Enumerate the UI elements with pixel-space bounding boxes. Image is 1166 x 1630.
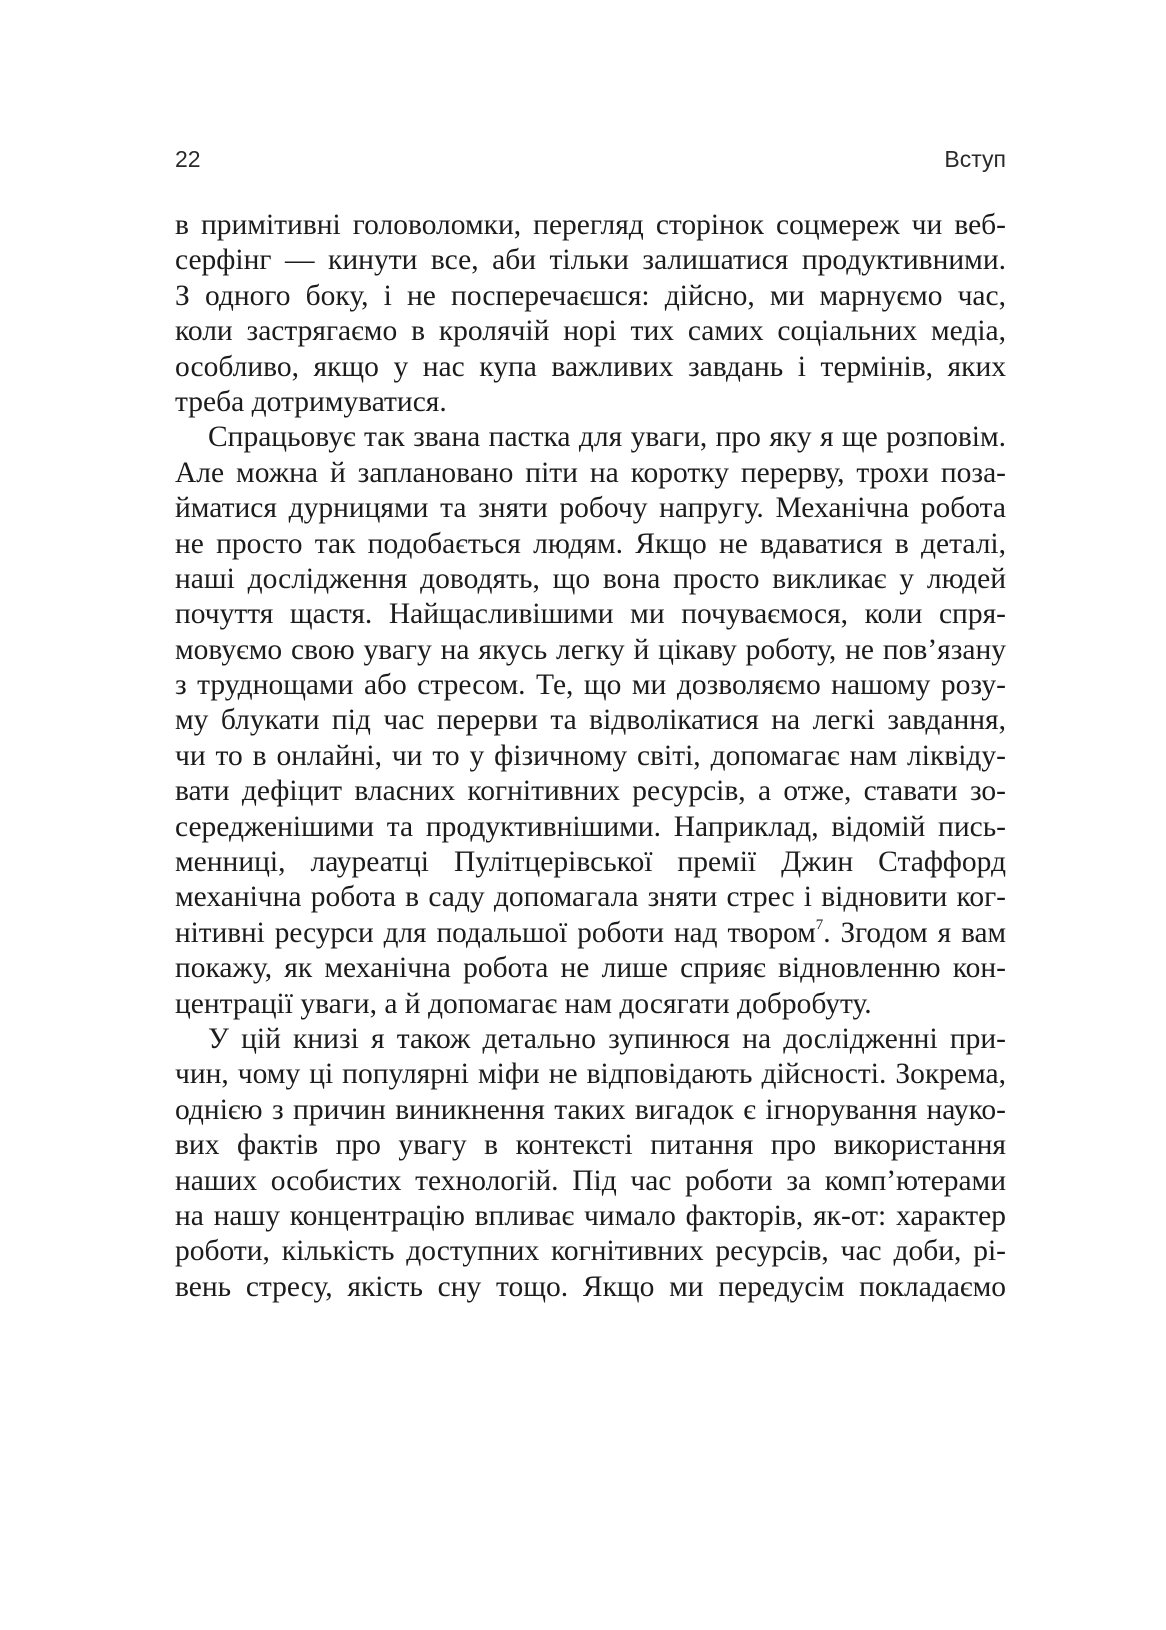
text-line: механічна робота в саду допомагала зняти стрес і відновити ког- xyxy=(175,881,1006,914)
text-segment: нітивні ресурси для подальшої роботи над твором xyxy=(175,916,816,949)
text-segment: . Згодом я вам xyxy=(823,916,1006,949)
text-line: не просто так подобається людям. Якщо не вдаватися в деталі, xyxy=(175,527,1006,560)
text-line: вих фактів про увагу в контексті питання про використання xyxy=(175,1129,1006,1162)
text-line: середженішими та продуктивнішими. Наприклад, відомій пись- xyxy=(175,810,1006,843)
text-line: Але можна й заплановано піти на коротку перерву, трохи поза- xyxy=(175,456,1006,489)
page-number: 22 xyxy=(175,146,201,172)
text-line: в примітивні головоломки, перегляд сторінок соцмереж чи веб- xyxy=(175,209,1006,241)
text-line: однією з причин виникнення таких вигадок є ігнорування науко- xyxy=(175,1093,1006,1126)
text-line: му блукати під час перерви та відволікатися на легкі завдання, xyxy=(175,704,1006,737)
text-line: мовуємо свою увагу на якусь легку й цікаву роботу, не пов’язану xyxy=(175,633,1006,666)
text-line: роботи, кількість доступних когнітивних ресурсів, час доби, рі- xyxy=(175,1235,1006,1268)
text-line: чин, чому ці популярні міфи не відповідають дійсності. Зокрема, xyxy=(175,1058,1006,1091)
text-line: чи то в онлайні, чи то у фізичному світі, допомагає нам ліквіду- xyxy=(175,739,1006,772)
text-line: на нашу концентрацію впливає чимало факторів, як-от: характер xyxy=(175,1199,1006,1232)
text-line: почуття щастя. Найщасливішими ми почуваємося, коли спря- xyxy=(175,598,1006,631)
text-line: З одного боку, і не посперечаєшся: дійсно, ми марнуємо час, xyxy=(175,279,1006,312)
text-line: вати дефіцит власних когнітивних ресурсів, а отже, ставати зо- xyxy=(175,775,1006,808)
text-line: особливо, якщо у нас купа важливих завдань і термінів, яких xyxy=(175,350,1006,383)
paragraph-first-line: У цій книзі я також детально зупинюся на дослідженні при- xyxy=(208,1022,1006,1055)
text-line: центрації уваги, а й допомагає нам досягати добробуту. xyxy=(175,987,872,1020)
running-header xyxy=(175,146,1006,176)
text-line: наші дослідження доводять, що вона просто викликає у людей xyxy=(175,562,1006,595)
text-line: з труднощами або стресом. Те, що ми дозволяємо нашому розу- xyxy=(175,669,1006,702)
footnote-marker[interactable]: 7 xyxy=(815,916,824,933)
section-title: Вступ xyxy=(944,146,1006,172)
text-line-with-footnote xyxy=(175,916,1006,951)
text-line: йматися дурницями та зняти робочу напругу. Механічна робота xyxy=(175,492,1006,525)
text-line: вень стресу, якість сну тощо. Якщо ми передусім покладаємо xyxy=(175,1270,1006,1303)
text-line: серфінг — кинути все, аби тільки залишатися продуктивними. xyxy=(175,244,1006,277)
text-line: менниці, лауреатці Пулітцерівської премії Джин Стаффорд xyxy=(175,846,1006,879)
text-line: треба дотримуватися. xyxy=(175,385,447,418)
paragraph-first-line: Спрацьовує так звана пастка для уваги, про яку я ще розповім. xyxy=(208,421,1006,454)
text-line: покажу, як механічна робота не лише сприяє відновленню кон- xyxy=(175,952,1006,985)
text-line: коли застрягаємо в кролячій норі тих самих соціальних медіа, xyxy=(175,315,1006,348)
body-text xyxy=(175,208,1006,1305)
text-line: наших особистих технологій. Під час роботи за комп’ютерами xyxy=(175,1164,1006,1197)
